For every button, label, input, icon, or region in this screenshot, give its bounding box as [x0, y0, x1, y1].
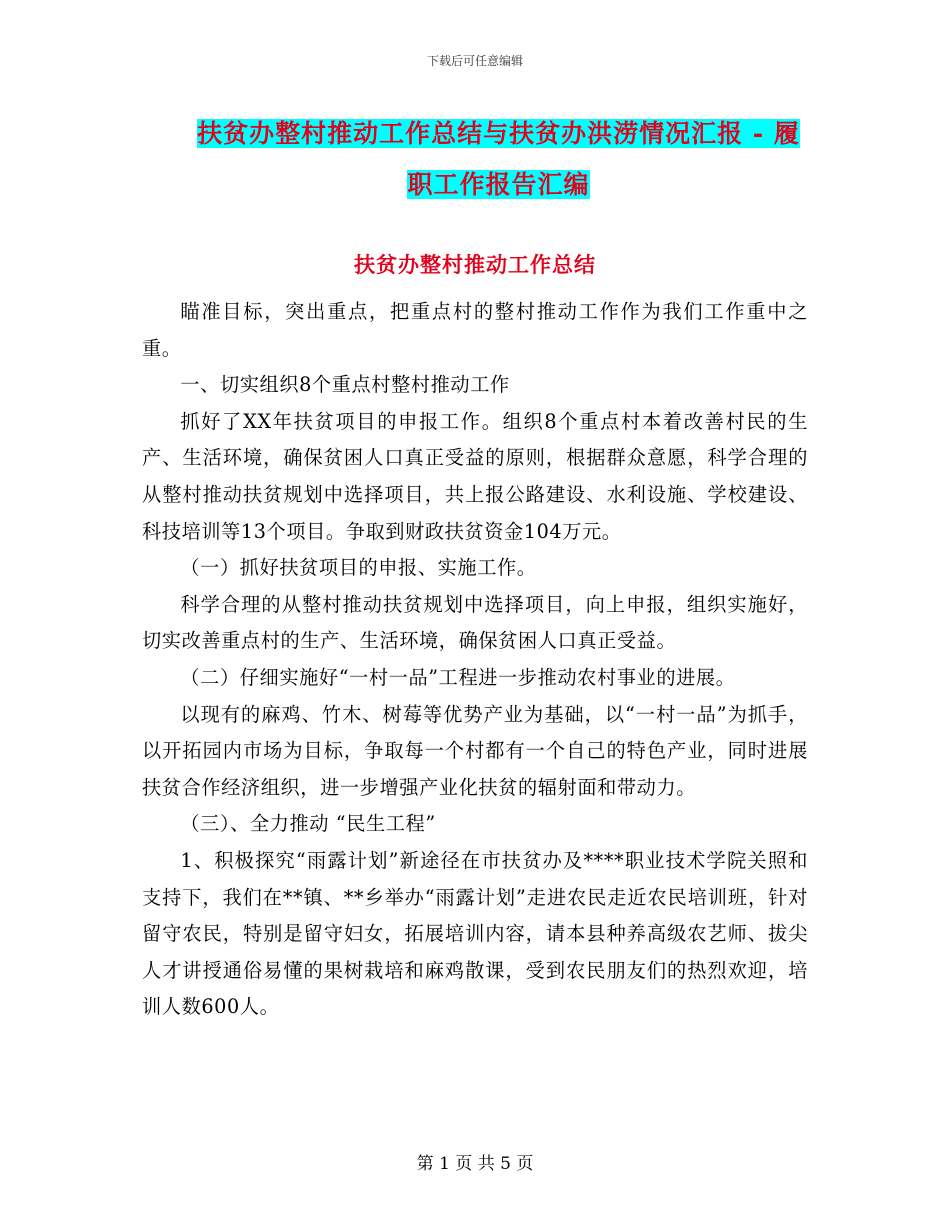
subheading-three: （三）、全力推动 “民生工程” [180, 812, 436, 836]
document-title-line-1: 扶贫办整村推动工作总结与扶贫办洪涝情况汇报 - 履 [197, 119, 800, 148]
heading-part-one: 一、切实组织8个重点村整村推动工作 [180, 373, 510, 397]
paragraph-one-village-one-product: 以现有的麻鸡、竹木、树莓等优势产业为基础，以“一村一品”为抓手，以开拓园内市场为目标，争取每一个村都有一个自己的特色产业，同时进展扶贫合作经济组织，进一步增强产业化扶贫的辐射面和带动力。 [142, 702, 808, 799]
document-title [186, 108, 811, 210]
paragraph-intro: 瞄准目标，突出重点，把重点村的整村推动工作作为我们工作重中之重。 [142, 300, 808, 360]
header-note: 下载后可任意编辑 [426, 54, 523, 68]
subheading-two: （二）仔细实施好“一村一品”工程进一步推动农村事业的进展。 [180, 665, 736, 689]
paragraph-project-selection: 科学合理的从整村推动扶贫规划中选择项目，向上申报，组织实施好，切实改善重点村的生产、生活环境，确保贫困人口真正受益。 [142, 592, 808, 653]
paragraph-rain-dew-plan: 1、积极探究“雨露计划”新途径在市扶贫办及****职业技术学院关照和支持下，我们在**镇、**乡举办“雨露计划”走进农民走近农民培训班，针对留守农民，特别是留守妇女，拓展培训内容，请本县种养高级农艺师、拔尖人才讲授通俗易懂的果树栽培和麻鸡散课，受到农民朋友们的热烈欢迎，培训人数600人。 [142, 848, 808, 1019]
subheading-one: （一）抓好扶贫项目的申报、实施工作。 [180, 556, 537, 580]
document-title-line-2: 职工作报告汇编 [407, 170, 590, 199]
document-body [142, 294, 808, 1026]
page-number: 第 1 页 共 5 页 [416, 1154, 534, 1174]
paragraph-project-application: 抓好了XX年扶贫项目的申报工作。组织8个重点村本着改善村民的生产、生活环境，确保贫困人口真正受益的原则，根据群众意愿，科学合理的从整村推动扶贫规划中选择项目，共上报公路建设、水利设施、学校建设、科技培训等13个项目。争取到财政扶贫资金104万元。 [142, 409, 808, 543]
section-title: 扶贫办整村推动工作总结 [354, 252, 596, 277]
